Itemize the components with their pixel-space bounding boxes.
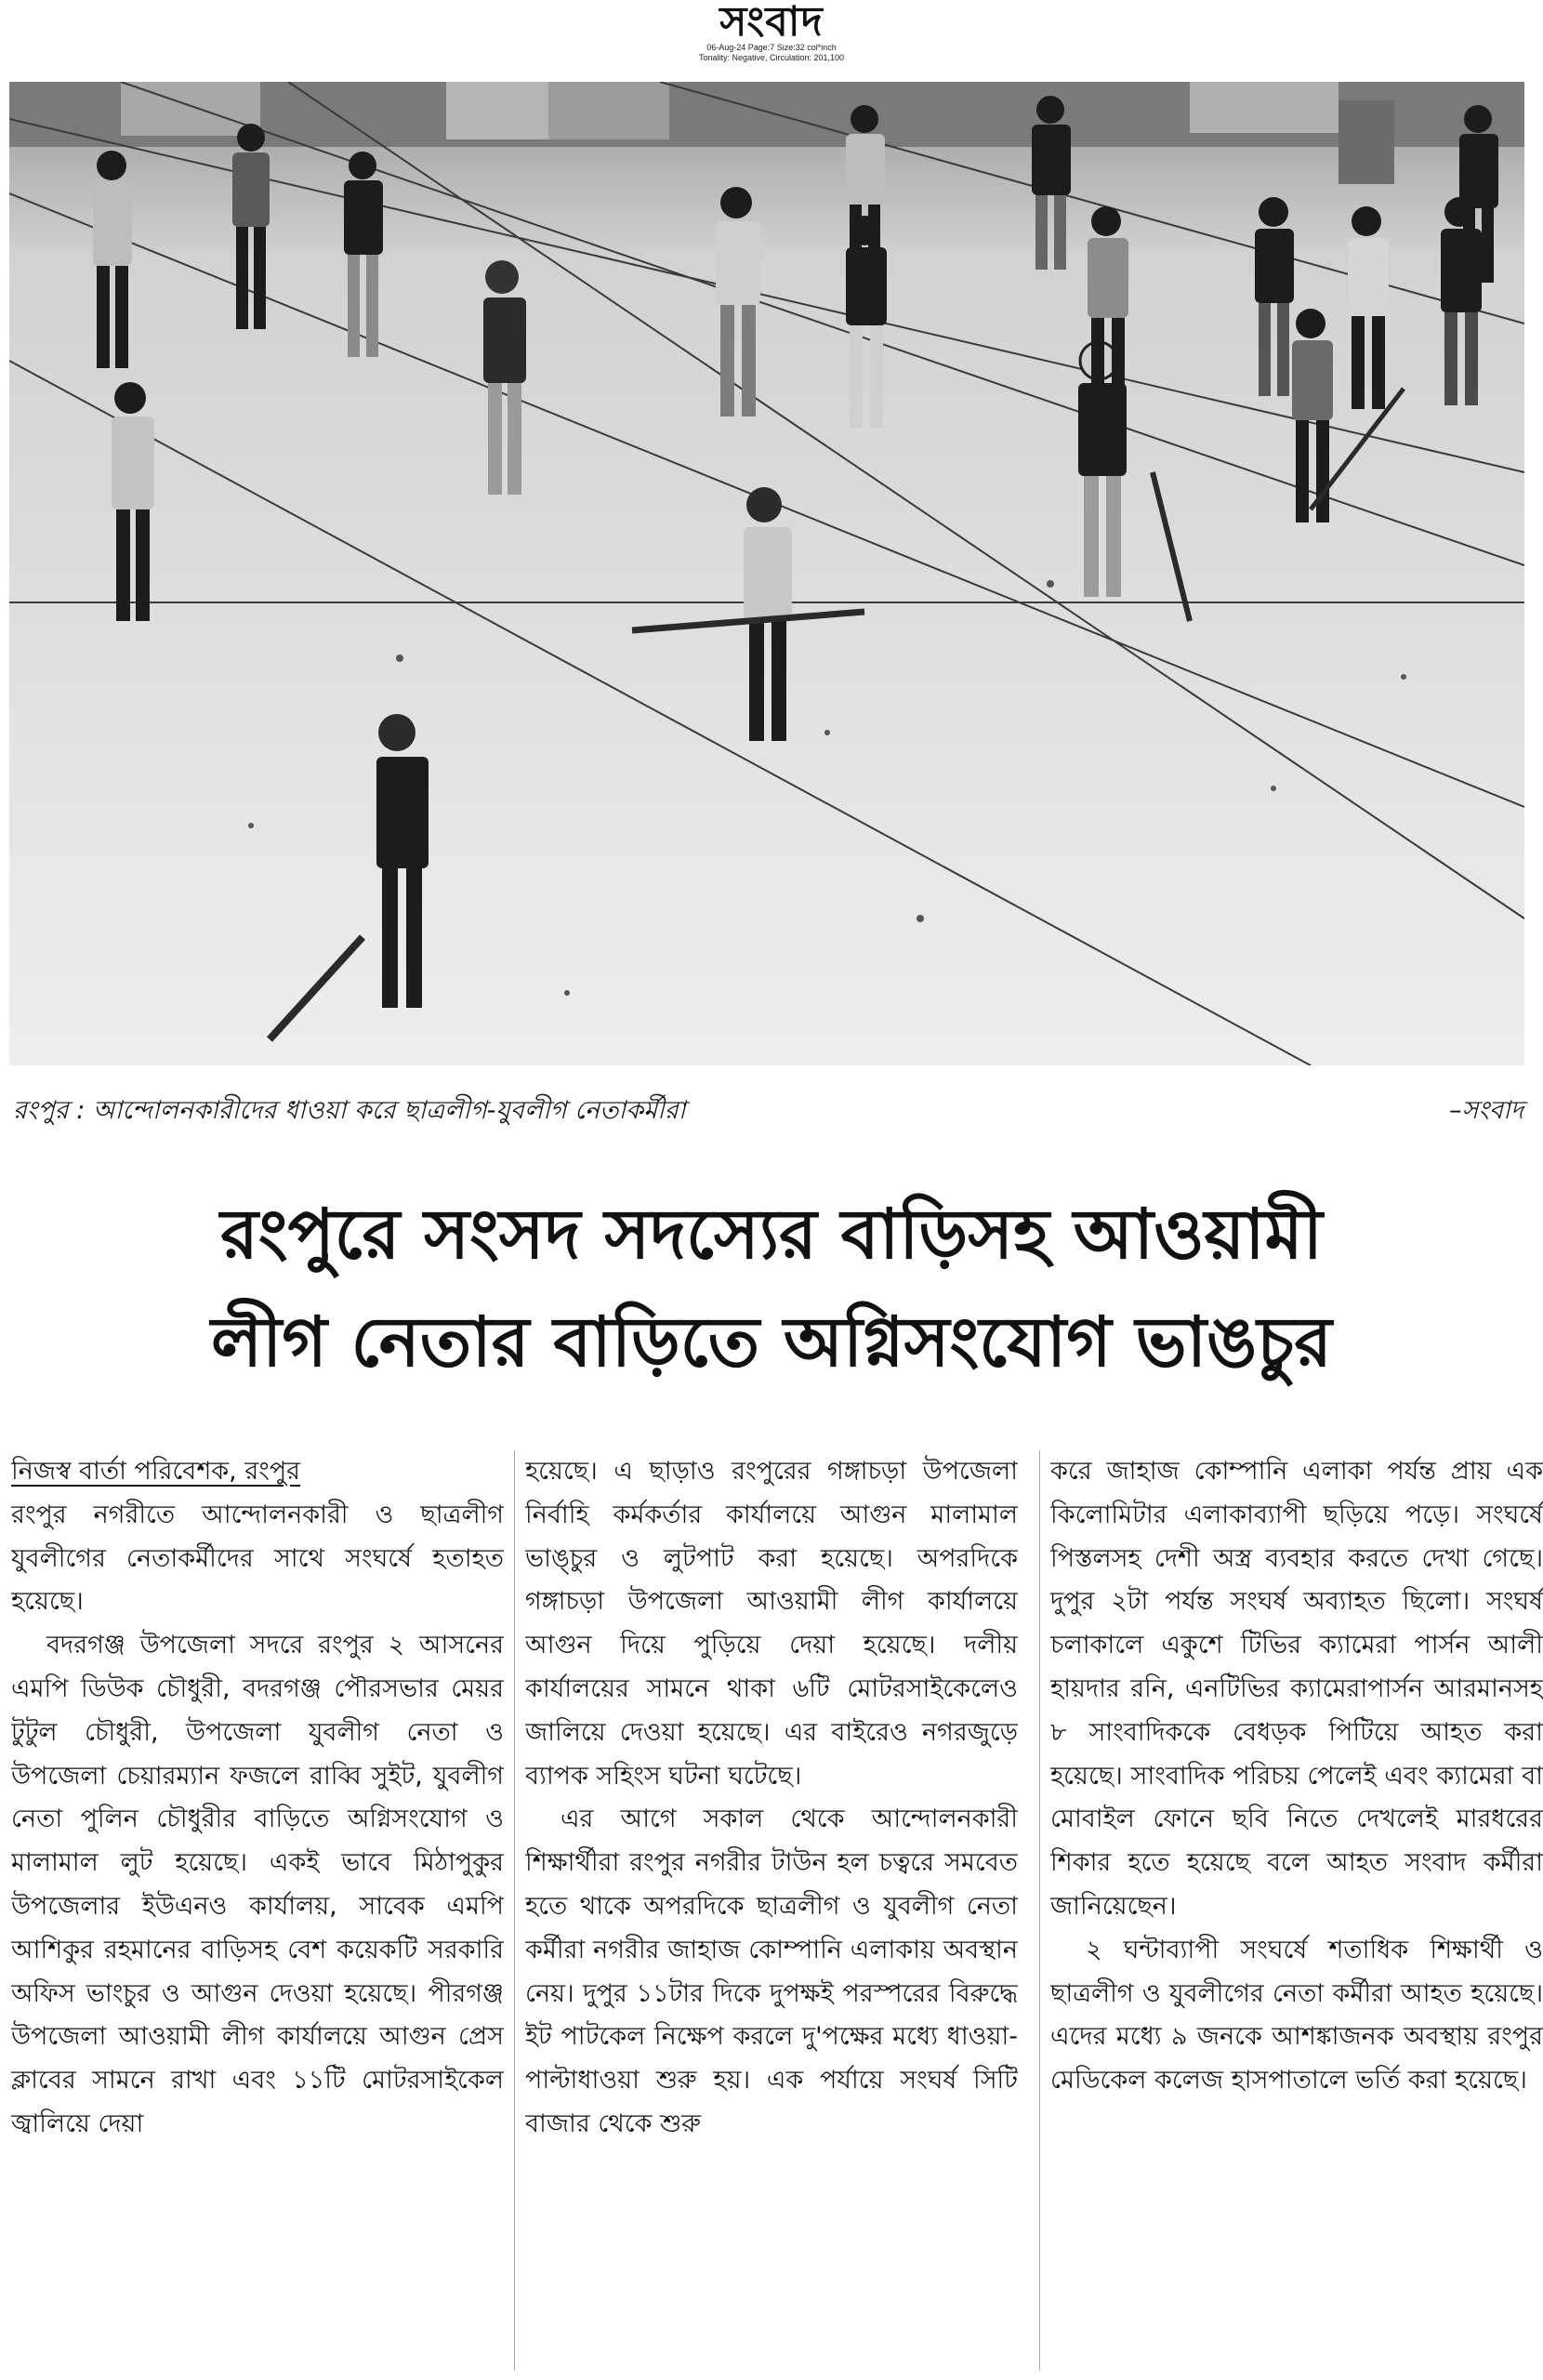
masthead	[669, 2, 874, 65]
news-photo	[9, 82, 1524, 1065]
paragraph: এর আগে সকাল থেকে আন্দোলনকারী শিক্ষার্থীরা রংপুর নগরীর টাউন হল চত্বরে সমবেত হতে থাকে অপরদিকে ছাত্রলীগ ও যুবলীগ নেতা কর্মীরা নগরীর জাহাজ কোম্পানি এলাকায় অবস্থান নেয়। দুপুর ১১টার দিকে দুপক্ষই পরস্পরের বিরুদ্ধে ইট পাটকেল নিক্ষেপ করলে দু'পক্ষের মধ্যে ধাওয়া-পাল্টাধাওয়া শুরু হয়। এক পর্যায়ে সংঘর্ষ সিটি বাজার থেকে শুরু	[525, 1805, 1018, 2138]
article-body	[11, 1450, 1543, 2371]
paragraph: বদরগঞ্জ উপজেলা সদরে রংপুর ২ আসনের এমপি ডিউক চৌধুরী, বদরগঞ্জ পৌরসভার মেয়র টুটুল চৌধুরী, উপজেলা যুবলীগ নেতা ও উপজেলা চেয়ারম্যান ফজলে রাব্বি সুইট, যুবলীগ নেতা পুলিন চৌধুরীর বাড়িতে অগ্নিসংযোগ ও মালামাল লুট হয়েছে। একই ভাবে মিঠাপুকুর উপজেলার ইউএনও কার্যালয়, সাবেক এমপি আশিকুর রহমানের বাড়িসহ বেশ কয়েকটি সরকারি অফিস ভাংচুর ও আগুন দেওয়া হয়েছে। পীরগঞ্জ উপজেলা আওয়ামী লীগ কার্যালয়ে আগুন প্রেস ক্লাবের সামনে রাখা এবং ১১টি মোটরসাইকেল জ্বালিয়ে দেয়া	[11, 1631, 504, 2138]
newspaper-logo: সংবাদ	[719, 0, 824, 46]
column-divider	[514, 1450, 515, 2371]
paragraph: রংপুর নগরীতে আন্দোলনকারী ও ছাত্রলীগ যুবলীগের নেতাকর্মীদের সাথে সংঘর্ষে হতাহত হয়েছে।	[11, 1500, 504, 1617]
photo-caption: রংপুর : আন্দোলনকারীদের ধাওয়া করে ছাত্রলীগ-যুবলীগ নেতাকর্মীরা	[13, 1096, 686, 1125]
column-3	[1050, 1450, 1543, 2371]
article-headline	[0, 1181, 1543, 1396]
paragraph: করে জাহাজ কোম্পানি এলাকা পর্যন্ত প্রায় এক কিলোমিটার এলাকাব্যাপী ছড়িয়ে পড়ে। সংঘর্ষে পিস্তলসহ দেশী অস্ত্র ব্যবহার করতে দেখা গেছে। দুপুর ২টা পর্যন্ত সংঘর্ষ অব্যাহত ছিলো। সংঘর্ষ চলাকালে একুশে টিভির ক্যামেরা পার্সন আলী হায়দার রনি, এনটিভির ক্যামেরাপার্সন আরমানসহ ৮ সাংবাদিককে বেধড়ক পিটিয়ে আহত করা হয়েছে। সাংবাদিক পরিচয় পেলেই এবং ক্যামেরা বা মোবাইল ফোনে ছবি নিতে দেখলেই মারধরের শিকার হতে হয়েছে বলে আহত সংবাদ কর্মীরা জানিয়েছেন।	[1050, 1457, 1543, 1921]
column-divider	[1039, 1450, 1040, 2371]
photo-caption-row	[13, 1092, 1523, 1130]
photo-credit: –সংবাদ	[1449, 1096, 1523, 1125]
headline-line-2: লীগ নেতার বাড়িতে অগ্নিসংযোগ ভাঙচুর	[211, 1302, 1332, 1382]
clip-meta-line1: 06-Aug-24 Page:7 Size:32 col*inch	[706, 43, 837, 52]
paragraph: ২ ঘন্টাব্যাপী সংঘর্ষে শতাধিক শিক্ষার্থী ও ছাত্রলীগ ও যুবলীগের নেতা কর্মীরা আহত হয়েছে। এদের মধ্যে ৯ জনকে আশঙ্কাজনক অবস্থায় রংপুর মেডিকেল কলেজ হাসপাতালে ভর্তি করা হয়েছে।	[1050, 1935, 1543, 2096]
paragraph: হয়েছে। এ ছাড়াও রংপুরের গঙ্গাচড়া উপজেলা নির্বাহি কর্মকর্তার কার্যালয়ে আগুন মালামাল ভাঙ্চুর ও লুটপাট করা হয়েছে। অপরদিকে গঙ্গাচড়া উপজেলা আওয়ামী লীগ কার্যালয়ে আগুন দিয়ে পুড়িয়ে দেয়া হয়েছে। দলীয় কার্যালয়ের সামনে থাকা ৬টি মোটরসাইকেলেও জালিয়ে দেওয়া হয়েছে। এর বাইরেও নগরজুড়ে ব্যাপক সহিংস ঘটনা ঘটেছে।	[525, 1457, 1018, 1791]
headline-line-1: রংপুরে সংসদ সদস্যের বাড়িসহ আওয়ামী	[220, 1195, 1323, 1275]
byline: নিজস্ব বার্তা পরিবেশক, রংপুর	[11, 1457, 301, 1486]
column-2	[525, 1450, 1018, 2371]
clip-meta-line2: Tonality: Negative, Circulation: 201,100	[698, 53, 845, 62]
column-1	[11, 1450, 504, 2371]
